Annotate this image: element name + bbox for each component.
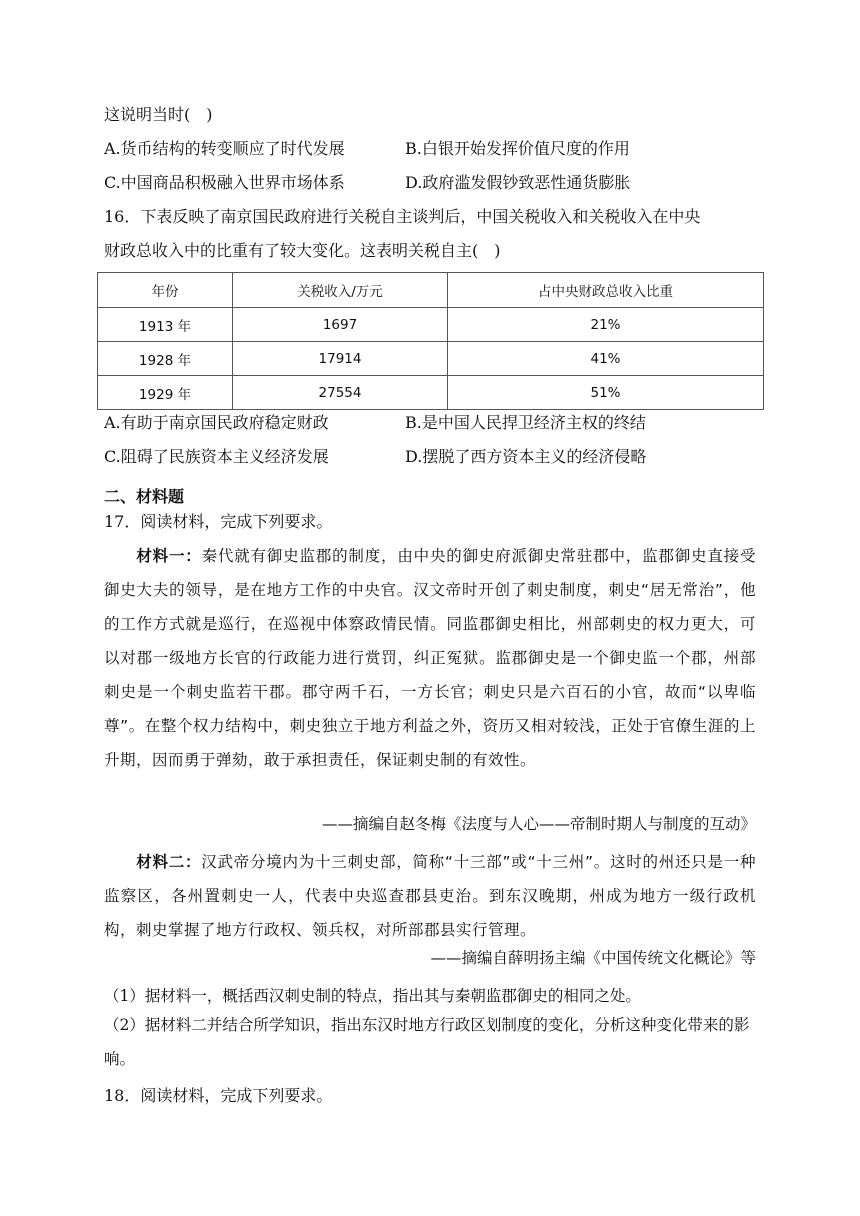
question-16-stem-line2: 财政总收入中的比重有了较大变化。这表明关税自主( ) (104, 241, 501, 260)
table-cell-share: 51% (448, 376, 764, 410)
q16-option-a: A.有助于南京国民政府稳定财政 (104, 413, 329, 432)
material-2 (104, 845, 756, 947)
q15-option-a: A.货币结构的转变顺应了时代发展 (104, 139, 345, 158)
q15-option-b: B.白银开始发挥价值尺度的作用 (405, 139, 630, 158)
table-row (98, 342, 764, 376)
table-header-share: 占中央财政总收入比重 (448, 273, 764, 308)
q15-option-d: D.政府滥发假钞致恶性通货膨胀 (405, 173, 631, 192)
q16-option-c: C.阻碍了民族资本主义经济发展 (104, 447, 329, 466)
material-1-label: 材料一： (136, 547, 202, 565)
table-cell-share: 21% (448, 308, 764, 342)
table-header-year: 年份 (98, 273, 233, 308)
q16-option-d: D.摆脱了西方资本主义的经济侵略 (405, 447, 647, 466)
question-17-subquestion-1: （1）据材料一，概括西汉刺史制的特点，指出其与秦朝监郡御史的相同之处。 (104, 987, 641, 1005)
table-cell-revenue: 1697 (233, 308, 448, 342)
q16-option-b: B.是中国人民捍卫经济主权的终结 (405, 413, 646, 432)
table-row (98, 308, 764, 342)
material-2-source: ——摘编自薛明扬主编《中国传统文化概论》等 (430, 949, 756, 967)
table-header-revenue: 关税收入/万元 (233, 273, 448, 308)
tariff-table (97, 272, 764, 410)
table-cell-revenue: 27554 (233, 376, 448, 410)
question-16-stem-line1: 16．下表反映了南京国民政府进行关税自主谈判后，中国关税收入和关税收入在中央 (104, 207, 701, 226)
question-17-subquestion-2: （2）据材料二并结合所学知识，指出东汉时地方行政区划制度的变化，分析这种变化带来的影响。 (104, 1016, 750, 1068)
material-1-source: ——摘编自赵冬梅《法度与人心——帝制时期人与制度的互动》 (321, 815, 756, 833)
table-row (98, 376, 764, 410)
question-15-stem-tail: 这说明当时( ) (104, 105, 213, 124)
table-header-row (98, 273, 764, 308)
question-17-intro: 17．阅读材料，完成下列要求。 (104, 512, 333, 531)
material-2-text: 汉武帝分境内为十三刺史部，简称“十三部”或“十三州”。这时的州还只是一种监察区，各州置刺史一人，代表中央巡查郡县吏治。到东汉晚期，州成为地方一级行政机构，刺史掌握了地方行政权、领兵权，对所部郡县实行管理。 (104, 853, 756, 939)
material-1 (104, 539, 756, 777)
material-2-label: 材料二： (136, 853, 202, 871)
q15-option-c: C.中国商品积极融入世界市场体系 (104, 173, 345, 192)
question-18-intro: 18．阅读材料，完成下列要求。 (104, 1086, 333, 1105)
material-1-text: 秦代就有御史监郡的制度，由中央的御史府派御史常驻郡中，监郡御史直接受御史大夫的领导，是在地方工作的中央官。汉文帝时开创了刺史制度，刺史“居无常治”，他的工作方式就是巡行，在巡视中体察政情民情。同监郡御史相比，州部刺史的权力更大，可以对郡一级地方长官的行政能力进行赏罚，纠正冤狱。监郡御史是一个御史监一个郡，州部刺史是一个刺史监若干郡。郡守两千石，一方长官；刺史只是六百石的小官，故而“以卑临尊”。在整个权力结构中，刺史独立于地方利益之外，资历又相对较浅，正处于官僚生涯的上升期，因而勇于弹劾，敢于承担责任，保证刺史制的有效性。 (104, 547, 756, 769)
table-cell-year: 1913 年 (98, 308, 233, 342)
table-cell-year: 1929 年 (98, 376, 233, 410)
table-cell-revenue: 17914 (233, 342, 448, 376)
table-cell-share: 41% (448, 342, 764, 376)
section-heading: 二、材料题 (104, 487, 185, 506)
table-cell-year: 1928 年 (98, 342, 233, 376)
